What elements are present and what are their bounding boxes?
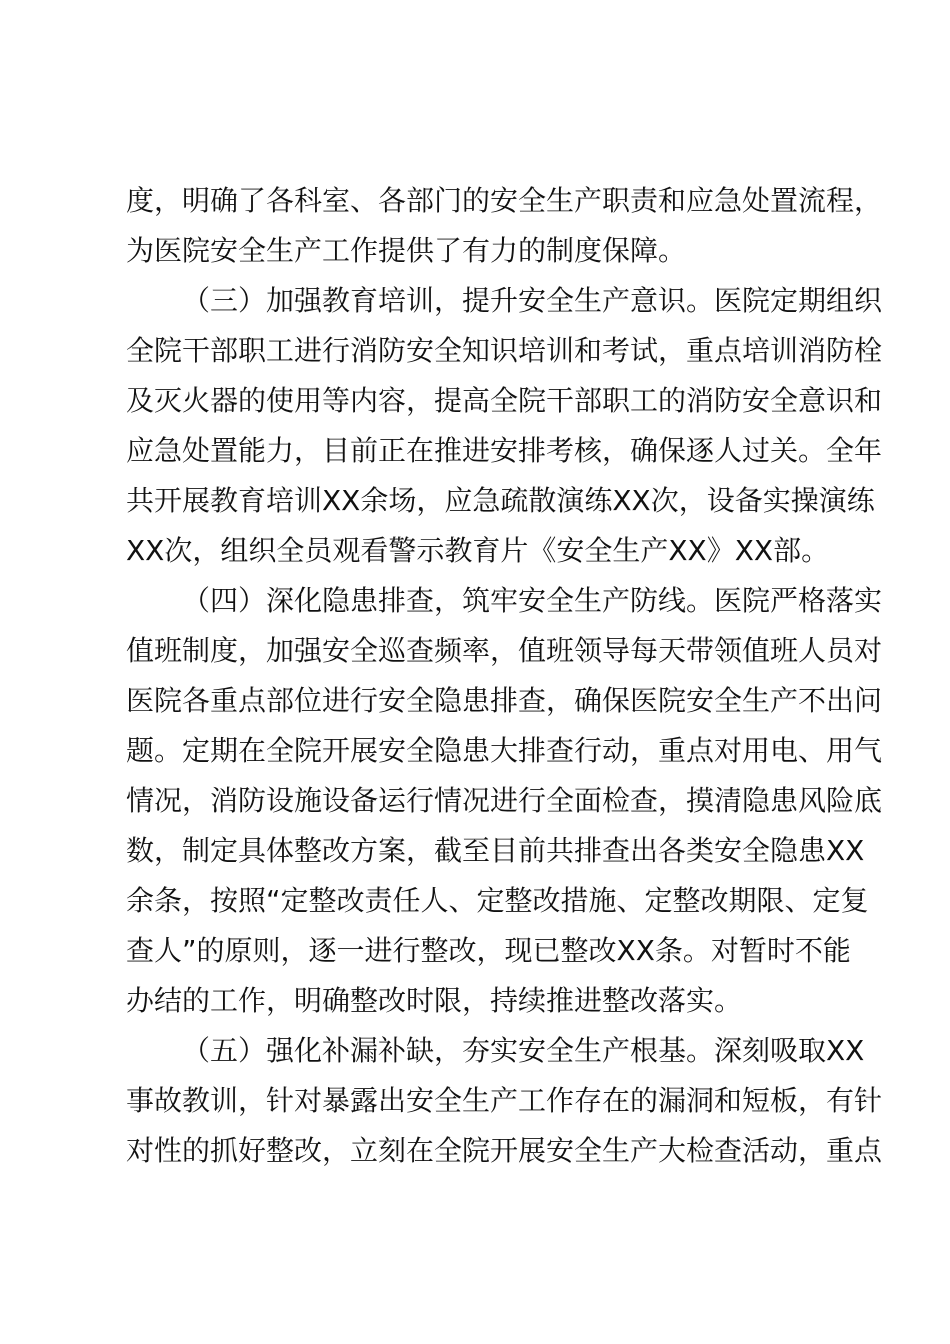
paragraph-five bbox=[126, 1026, 883, 1176]
text-line: 余条，按照“定整改责任人、定整改措施、定整改期限、定复 bbox=[126, 884, 869, 917]
text-line: 办结的工作，明确整改时限，持续推进整改落实。 bbox=[126, 984, 743, 1017]
text-line: 共开展教育培训XX余场，应急疏散演练XX次，设备实操演练 bbox=[126, 484, 875, 517]
text-line: 及灭火器的使用等内容，提高全院干部职工的消防安全意识和 bbox=[126, 384, 883, 417]
text-line: 全院干部职工进行消防安全知识培训和考试，重点培训消防栓 bbox=[126, 334, 883, 367]
text-line: 值班制度，加强安全巡查频率，值班领导每天带领值班人员对 bbox=[126, 634, 883, 667]
text-line: 题。定期在全院开展安全隐患大排查行动，重点对用电、用气 bbox=[126, 734, 883, 767]
text-line: （三）加强教育培训，提升安全生产意识。医院定期组织 bbox=[182, 284, 883, 317]
text-line: 查人”的原则，逐一进行整改，现已整改XX条。对暂时不能 bbox=[126, 934, 851, 967]
text-line: 情况，消防设施设备运行情况进行全面检查，摸清隐患风险底 bbox=[126, 784, 883, 817]
text-line: 度，明确了各科室、各部门的安全生产职责和应急处置流程， bbox=[126, 184, 883, 217]
paragraph-three bbox=[126, 276, 883, 576]
text-line: 为医院安全生产工作提供了有力的制度保障。 bbox=[126, 234, 687, 267]
text-line: （五）强化补漏补缺，夯实安全生产根基。深刻吸取XX bbox=[182, 1034, 865, 1067]
text-line: 对性的抓好整改，立刻在全院开展安全生产大检查活动，重点 bbox=[126, 1134, 883, 1167]
text-line: 事故教训，针对暴露出安全生产工作存在的漏洞和短板，有针 bbox=[126, 1084, 883, 1117]
text-line: 医院各重点部位进行安全隐患排查，确保医院安全生产不出问 bbox=[126, 684, 883, 717]
text-line: 数，制定具体整改方案，截至目前共排查出各类安全隐患XX bbox=[126, 834, 865, 867]
document-body bbox=[126, 176, 883, 1176]
text-line: （四）深化隐患排查，筑牢安全生产防线。医院严格落实 bbox=[182, 584, 883, 617]
paragraph-four bbox=[126, 576, 883, 1026]
text-line: 应急处置能力，目前正在推进安排考核，确保逐人过关。全年 bbox=[126, 434, 883, 467]
paragraph-continued bbox=[126, 176, 883, 276]
text-line: XX次，组织全员观看警示教育片《安全生产XX》XX部。 bbox=[126, 534, 830, 567]
